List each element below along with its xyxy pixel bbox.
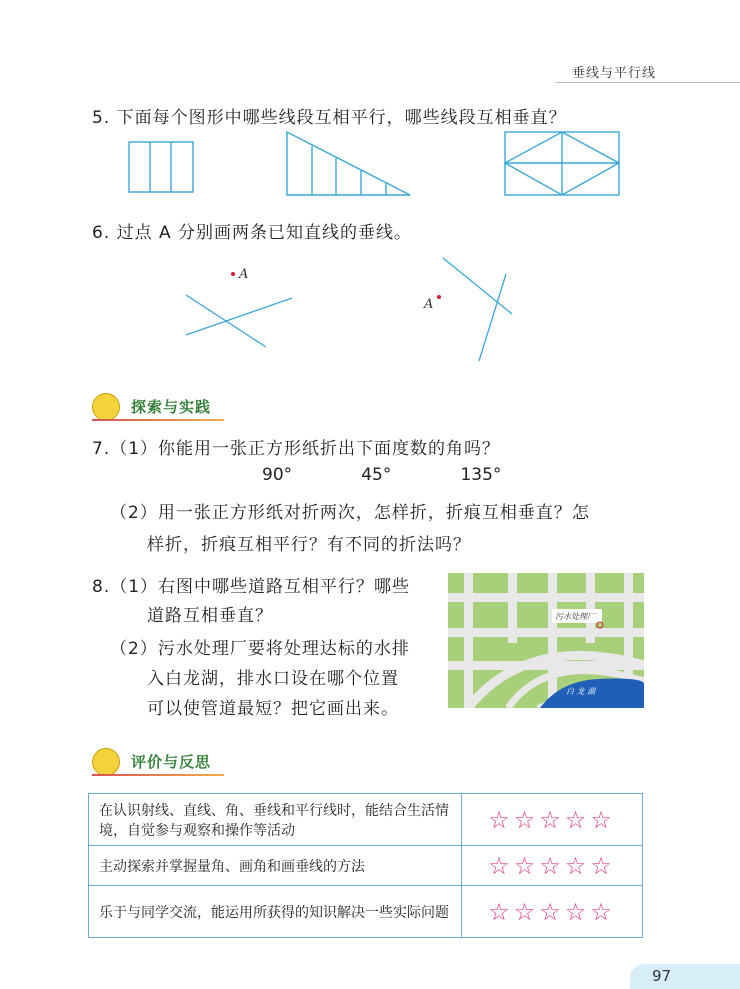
figure-rectangle: [129, 142, 193, 192]
point-a-label-2: A: [424, 297, 434, 312]
page-number: 97: [652, 967, 672, 985]
chapter-title: 垂线与平行线: [571, 66, 656, 81]
mascot-icon-2: [92, 748, 120, 776]
city-map: [448, 573, 644, 708]
lake-label: 白 龙 湖: [566, 687, 596, 696]
q6-figure-left: [180, 250, 330, 360]
angle-135: 135°: [460, 465, 502, 485]
angle-45: 45°: [361, 465, 392, 485]
q5-figures-left: [120, 128, 420, 198]
eval-criterion: 乐于与同学交流，能运用所获得的知识解决一些实际问题: [89, 886, 462, 938]
point-a-dot-2: [437, 295, 441, 299]
point-a-dot: [231, 272, 235, 276]
mascot-icon: [92, 393, 120, 421]
given-line-2: [186, 295, 266, 347]
question-8-part-1-cont: 道路互相垂直？: [147, 606, 273, 626]
table-row: [89, 886, 643, 938]
eval-criterion: 在认识射线、直线、角、垂线和平行线时，能结合生活情境，自觉参与观察和操作等活动: [89, 794, 462, 846]
q5-figure-rhombus: [500, 128, 625, 198]
question-8-part-2: （2）污水处理厂要将处理达标的水排: [110, 639, 410, 659]
star-rating[interactable]: ☆☆☆☆☆: [462, 794, 643, 846]
question-8-part-1: 8.（1）右图中哪些道路互相平行？哪些: [92, 577, 411, 597]
figure-triangle: [287, 132, 410, 195]
point-a-label: A: [239, 267, 249, 282]
section-underline: [92, 419, 224, 421]
question-5: 5. 下面每个图形中哪些线段互相平行，哪些线段互相垂直？: [92, 108, 567, 128]
question-7-part-1: 7.（1）你能用一张正方形纸折出下面度数的角吗？: [92, 439, 501, 459]
question-7-part-2-cont: 样折，折痕互相平行？有不同的折法吗？: [147, 535, 471, 555]
star-rating[interactable]: ☆☆☆☆☆: [462, 846, 643, 886]
question-8-part-2-cont-1: 入白龙湖，排水口设在哪个位置: [147, 669, 399, 689]
question-8-part-2-cont-2: 可以使管道最短？把它画出来。: [147, 699, 399, 719]
given-line-4: [479, 274, 506, 361]
plant-label: 污水处理厂: [555, 612, 595, 621]
question-7-part-2: （2）用一张正方形纸对折两次，怎样折，折痕互相垂直？怎: [110, 503, 590, 523]
question-6: 6. 过点 A 分别画两条已知直线的垂线。: [92, 223, 413, 243]
table-row: [89, 846, 643, 886]
evaluation-table: [88, 793, 643, 938]
section-reflect-title: 评价与反思: [131, 753, 212, 771]
header-divider: [555, 82, 740, 83]
section-underline-2: [92, 774, 224, 776]
page-number-tab: [630, 964, 740, 989]
eval-criterion: 主动探索并掌握量角、画角和画垂线的方法: [89, 846, 462, 886]
angle-90: 90°: [262, 465, 293, 485]
q6-figure-right: [415, 250, 525, 365]
table-row: [89, 794, 643, 846]
star-rating[interactable]: ☆☆☆☆☆: [462, 886, 643, 938]
section-explore-title: 探索与实践: [131, 398, 212, 416]
angle-list: [262, 465, 565, 485]
